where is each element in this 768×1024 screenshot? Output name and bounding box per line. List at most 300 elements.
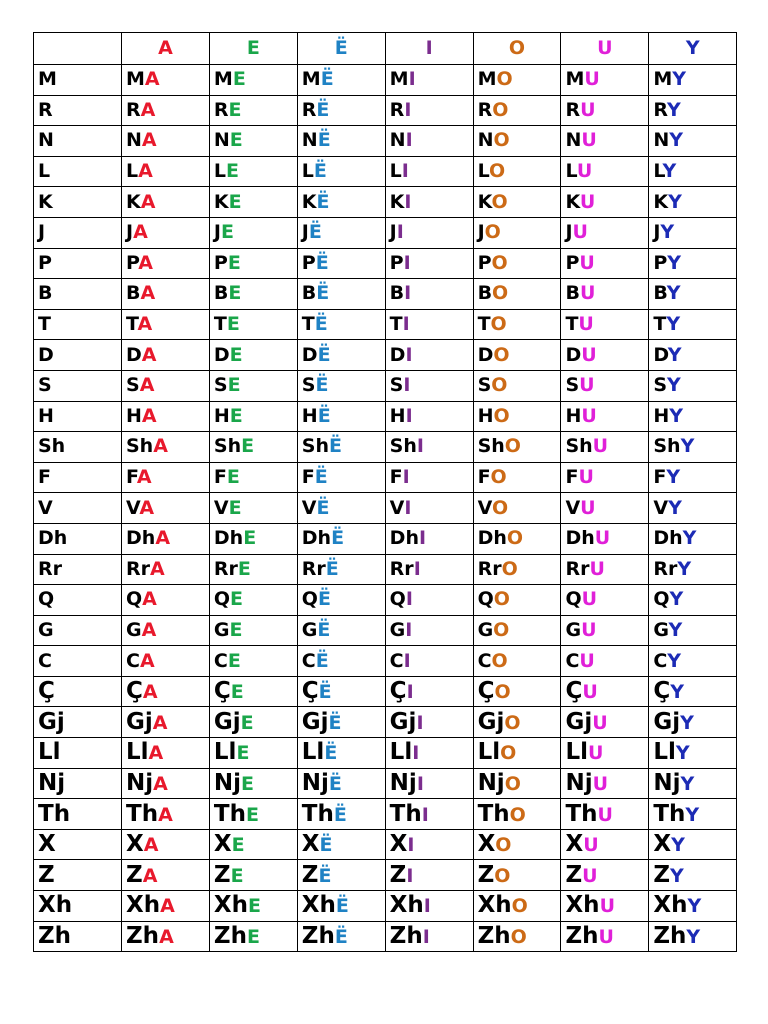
syllable-consonant: Sh xyxy=(477,435,505,458)
syllable-consonant: F xyxy=(565,466,579,489)
consonant-cell xyxy=(34,279,122,310)
syllable-cell xyxy=(122,585,210,616)
syllable-vowel: Ë xyxy=(317,129,331,152)
syllable-vowel: O xyxy=(504,711,521,734)
syllable-cell xyxy=(385,126,473,157)
vowel-letter: Y xyxy=(685,37,700,59)
consonant-letter: K xyxy=(38,190,53,213)
consonant-cell xyxy=(34,462,122,493)
syllable-cell xyxy=(385,860,473,891)
syllable-cell xyxy=(473,217,561,248)
syllable-consonant: Rr xyxy=(565,557,590,580)
syllable-consonant: S xyxy=(213,374,228,397)
syllable-consonant: Ll xyxy=(301,739,325,766)
syllable-consonant: P xyxy=(126,251,139,274)
consonant-row xyxy=(34,799,737,830)
syllable-cell xyxy=(297,340,385,371)
syllable-consonant: Xh xyxy=(213,892,248,919)
syllable-consonant: R xyxy=(477,98,493,121)
syllable-consonant: T xyxy=(477,313,491,336)
syllable-consonant: X xyxy=(477,831,496,858)
syllable-cell xyxy=(649,799,737,830)
syllable-cell xyxy=(385,799,473,830)
syllable-consonant: Q xyxy=(389,588,406,611)
syllable-vowel: A xyxy=(139,649,155,672)
syllable-cell xyxy=(209,707,297,738)
syllable-consonant: K xyxy=(565,190,580,213)
syllable-consonant: V xyxy=(389,496,405,519)
syllable-consonant: J xyxy=(301,221,309,244)
syllable-vowel: E xyxy=(231,834,245,857)
syllable-vowel: E xyxy=(220,221,234,244)
syllable-consonant: Sh xyxy=(653,435,681,458)
syllable-cell xyxy=(473,370,561,401)
syllable-consonant: Q xyxy=(565,588,582,611)
syllable-cell xyxy=(473,279,561,310)
syllable-vowel: E xyxy=(227,649,241,672)
syllable-vowel: Ë xyxy=(308,221,322,244)
vowel-header xyxy=(209,33,297,65)
vowel-letter: E xyxy=(246,37,260,59)
syllable-cell xyxy=(649,279,737,310)
syllable-consonant: V xyxy=(653,496,669,519)
syllable-consonant: Gj xyxy=(653,708,681,735)
syllable-consonant: G xyxy=(301,618,318,641)
syllable-cell xyxy=(649,95,737,126)
consonant-row xyxy=(34,65,737,96)
syllable-vowel: Ë xyxy=(324,742,338,765)
syllable-cell xyxy=(649,126,737,157)
syllable-vowel: Y xyxy=(677,557,692,580)
syllable-vowel: U xyxy=(580,98,596,121)
syllable-cell xyxy=(297,615,385,646)
syllable-consonant: M xyxy=(389,68,409,91)
syllable-cell xyxy=(385,768,473,799)
syllable-cell xyxy=(297,860,385,891)
syllable-cell xyxy=(649,187,737,218)
syllable-vowel: Ë xyxy=(319,834,333,857)
consonant-row xyxy=(34,707,737,738)
consonant-row xyxy=(34,156,737,187)
syllable-consonant: Ç xyxy=(565,678,583,705)
syllable-vowel: E xyxy=(228,282,242,305)
syllable-cell xyxy=(209,279,297,310)
syllable-cell xyxy=(385,65,473,96)
syllable-cell xyxy=(561,585,649,616)
syllable-vowel: O xyxy=(493,129,510,152)
syllable-cell xyxy=(297,370,385,401)
syllable-consonant: Dh xyxy=(653,527,683,550)
syllable-vowel: O xyxy=(493,404,510,427)
syllable-consonant: Gj xyxy=(565,708,593,735)
syllable-consonant: Th xyxy=(213,800,246,827)
syllable-cell xyxy=(385,248,473,279)
syllable-cell xyxy=(209,126,297,157)
syllable-consonant: Nj xyxy=(301,769,329,796)
syllable-consonant: M xyxy=(213,68,233,91)
syllable-vowel: O xyxy=(491,251,508,274)
consonant-cell xyxy=(34,217,122,248)
syllable-vowel: O xyxy=(511,895,528,918)
syllable-consonant: Th xyxy=(477,800,510,827)
syllable-cell xyxy=(649,738,737,769)
syllable-cell xyxy=(561,676,649,707)
syllable-vowel: I xyxy=(421,803,429,826)
consonant-cell xyxy=(34,585,122,616)
syllable-cell xyxy=(473,309,561,340)
syllable-vowel: U xyxy=(581,129,597,152)
syllable-cell xyxy=(649,65,737,96)
syllable-cell xyxy=(473,187,561,218)
syllable-consonant: C xyxy=(301,649,316,672)
consonant-letter: Q xyxy=(38,588,55,611)
consonant-row xyxy=(34,768,737,799)
syllable-vowel: I xyxy=(416,711,424,734)
syllable-vowel: U xyxy=(592,772,609,795)
syllable-vowel: I xyxy=(404,496,412,519)
syllable-cell xyxy=(473,401,561,432)
syllable-consonant: T xyxy=(301,313,315,336)
vowel-header xyxy=(473,33,561,65)
syllable-consonant: P xyxy=(477,251,492,274)
syllable-cell xyxy=(209,187,297,218)
syllable-cell xyxy=(122,65,210,96)
syllable-cell xyxy=(122,860,210,891)
syllable-vowel: Ë xyxy=(329,435,342,458)
consonant-row xyxy=(34,554,737,585)
syllable-vowel: U xyxy=(583,834,599,857)
syllable-vowel: Y xyxy=(668,190,682,213)
consonant-cell xyxy=(34,340,122,371)
consonant-cell xyxy=(34,738,122,769)
syllable-vowel: Y xyxy=(670,864,684,887)
consonant-cell xyxy=(34,921,122,952)
syllable-vowel: Ë xyxy=(314,313,328,336)
syllable-cell xyxy=(209,676,297,707)
consonant-row xyxy=(34,279,737,310)
consonant-letter: Zh xyxy=(38,922,72,949)
syllable-consonant: Ç xyxy=(653,678,671,705)
syllable-consonant: B xyxy=(565,282,580,305)
syllable-consonant: Rr xyxy=(389,557,414,580)
syllable-cell xyxy=(385,217,473,248)
syllable-consonant: M xyxy=(653,68,673,91)
syllable-vowel: I xyxy=(405,129,413,152)
syllable-vowel: A xyxy=(140,190,156,213)
syllable-cell xyxy=(385,676,473,707)
syllable-cell xyxy=(209,462,297,493)
syllable-cell xyxy=(209,340,297,371)
syllable-cell xyxy=(209,891,297,922)
syllable-consonant: Th xyxy=(389,800,422,827)
syllable-vowel: Ë xyxy=(315,374,329,397)
syllable-vowel: U xyxy=(582,864,598,887)
syllable-consonant: F xyxy=(389,466,403,489)
syllable-cell xyxy=(385,156,473,187)
syllable-cell xyxy=(473,585,561,616)
syllable-cell xyxy=(561,891,649,922)
syllable-vowel: Ë xyxy=(317,404,331,427)
syllable-consonant: P xyxy=(301,251,316,274)
syllable-vowel: U xyxy=(598,925,614,948)
syllable-consonant: Nj xyxy=(213,769,242,796)
vowel-letter: A xyxy=(158,37,173,59)
syllable-vowel: O xyxy=(492,282,509,305)
syllable-consonant: N xyxy=(477,129,494,152)
syllable-cell xyxy=(561,799,649,830)
syllable-consonant: J xyxy=(653,221,661,244)
syllable-cell xyxy=(649,921,737,952)
syllable-cell xyxy=(385,462,473,493)
syllable-vowel: A xyxy=(142,864,158,887)
syllable-consonant: B xyxy=(389,282,405,305)
consonant-row xyxy=(34,248,737,279)
syllable-consonant: J xyxy=(126,221,134,244)
syllable-vowel: O xyxy=(490,313,507,336)
syllable-consonant: Rr xyxy=(126,557,151,580)
consonant-cell xyxy=(34,370,122,401)
syllable-consonant: M xyxy=(126,68,145,91)
syllable-cell xyxy=(649,891,737,922)
consonant-letter: Th xyxy=(38,800,71,827)
consonant-row xyxy=(34,432,737,463)
syllable-consonant: H xyxy=(565,404,582,427)
syllable-vowel: Ë xyxy=(316,98,330,121)
syllable-consonant: Dh xyxy=(126,527,156,550)
syllable-cell xyxy=(385,646,473,677)
syllable-vowel: I xyxy=(403,649,411,672)
syllable-vowel: Y xyxy=(666,313,681,336)
vowel-header xyxy=(122,33,210,65)
syllable-vowel: E xyxy=(240,711,254,734)
consonant-row xyxy=(34,676,737,707)
syllable-consonant: P xyxy=(213,251,228,274)
syllable-vowel: E xyxy=(241,435,255,458)
syllable-vowel: U xyxy=(582,681,598,704)
consonant-letter: C xyxy=(38,649,52,672)
syllable-cell xyxy=(122,829,210,860)
syllable-cell xyxy=(561,248,649,279)
syllable-cell xyxy=(561,768,649,799)
syllable-consonant: J xyxy=(389,221,397,244)
syllable-vowel: O xyxy=(491,190,508,213)
syllable-cell xyxy=(649,615,737,646)
syllable-cell xyxy=(209,921,297,952)
syllable-consonant: Zh xyxy=(213,922,247,949)
syllable-cell xyxy=(385,921,473,952)
syllable-vowel: A xyxy=(142,588,157,611)
syllable-vowel: I xyxy=(402,313,410,336)
syllable-cell xyxy=(385,523,473,554)
syllable-cell xyxy=(561,615,649,646)
syllable-consonant: Gj xyxy=(301,708,329,735)
syllable-consonant: Rr xyxy=(301,557,326,580)
syllable-vowel: A xyxy=(152,711,168,734)
syllable-consonant: T xyxy=(653,313,667,336)
syllable-consonant: Th xyxy=(301,800,334,827)
consonant-cell xyxy=(34,707,122,738)
syllable-vowel: Ë xyxy=(325,557,339,580)
syllable-consonant: Xh xyxy=(565,892,600,919)
syllable-consonant: F xyxy=(301,466,315,489)
syllable-vowel: I xyxy=(413,557,421,580)
syllable-vowel: E xyxy=(248,895,261,918)
syllable-vowel: A xyxy=(159,925,174,948)
consonant-cell xyxy=(34,156,122,187)
syllable-consonant: Zh xyxy=(653,922,687,949)
syllable-consonant: D xyxy=(565,343,582,366)
syllable-consonant: G xyxy=(389,618,406,641)
syllable-consonant: K xyxy=(653,190,669,213)
syllable-consonant: B xyxy=(126,282,141,305)
consonant-letter: X xyxy=(38,831,56,858)
syllable-consonant: Sh xyxy=(301,435,329,458)
consonant-row xyxy=(34,187,737,218)
syllable-consonant: B xyxy=(653,282,667,305)
syllable-cell xyxy=(473,126,561,157)
syllable-cell xyxy=(473,738,561,769)
syllable-vowel: A xyxy=(148,742,164,765)
syllable-cell xyxy=(473,432,561,463)
syllable-cell xyxy=(649,401,737,432)
vowel-letter: U xyxy=(597,37,613,59)
syllable-vowel: Ë xyxy=(313,160,327,183)
syllable-cell xyxy=(122,340,210,371)
consonant-letter: Ç xyxy=(38,678,55,705)
syllable-cell xyxy=(385,615,473,646)
syllable-consonant: Ç xyxy=(126,678,143,705)
syllable-cell xyxy=(297,554,385,585)
syllable-consonant: Gj xyxy=(213,708,241,735)
syllable-vowel: O xyxy=(491,496,509,519)
syllable-cell xyxy=(122,738,210,769)
syllable-vowel: E xyxy=(243,527,257,550)
syllable-consonant: S xyxy=(653,374,668,397)
syllable-cell xyxy=(649,370,737,401)
syllable-consonant: J xyxy=(477,221,485,244)
syllable-consonant: Z xyxy=(213,861,231,888)
syllable-consonant: Z xyxy=(126,861,143,888)
syllable-consonant: Rr xyxy=(213,557,238,580)
syllable-vowel: U xyxy=(581,343,597,366)
syllable-consonant: N xyxy=(301,129,318,152)
syllable-consonant: T xyxy=(565,313,579,336)
syllable-cell xyxy=(209,646,297,677)
syllable-consonant: N xyxy=(126,129,142,152)
syllable-consonant: K xyxy=(126,190,141,213)
syllable-vowel: A xyxy=(158,803,173,826)
syllable-vowel: U xyxy=(599,895,615,918)
syllable-consonant: Dh xyxy=(565,527,595,550)
syllable-vowel: A xyxy=(144,68,160,91)
syllable-consonant: Gj xyxy=(389,708,417,735)
consonant-cell xyxy=(34,891,122,922)
consonant-row xyxy=(34,95,737,126)
consonant-row xyxy=(34,126,737,157)
syllable-consonant: R xyxy=(301,98,317,121)
syllable-consonant: S xyxy=(389,374,404,397)
syllable-vowel: A xyxy=(140,282,156,305)
syllable-consonant: C xyxy=(126,649,140,672)
syllable-cell xyxy=(649,156,737,187)
syllable-consonant: F xyxy=(213,466,227,489)
consonant-cell xyxy=(34,676,122,707)
syllable-cell xyxy=(209,217,297,248)
syllable-vowel: I xyxy=(404,98,412,121)
syllable-consonant: Rr xyxy=(477,557,502,580)
syllable-consonant: Sh xyxy=(126,435,154,458)
syllable-consonant: Z xyxy=(653,861,671,888)
syllable-vowel: O xyxy=(484,221,501,244)
syllable-cell xyxy=(561,707,649,738)
syllable-consonant: L xyxy=(213,160,226,183)
syllable-consonant: K xyxy=(213,190,229,213)
syllable-consonant: Xh xyxy=(389,892,424,919)
syllable-vowel: Ë xyxy=(328,711,342,734)
syllable-consonant: S xyxy=(301,374,316,397)
syllable-consonant: J xyxy=(565,221,573,244)
syllable-vowel: O xyxy=(489,160,506,183)
consonant-row xyxy=(34,860,737,891)
syllable-vowel: Y xyxy=(667,343,682,366)
syllable-vowel: I xyxy=(416,772,424,795)
syllable-vowel: Ë xyxy=(316,190,330,213)
syllable-cell xyxy=(385,187,473,218)
syllable-cell xyxy=(561,432,649,463)
consonant-cell xyxy=(34,95,122,126)
syllable-cell xyxy=(561,921,649,952)
syllable-vowel: A xyxy=(138,251,153,274)
syllable-vowel: I xyxy=(401,160,409,183)
syllable-vowel: O xyxy=(510,925,527,948)
syllable-cell xyxy=(122,554,210,585)
syllable-vowel: E xyxy=(232,68,246,91)
syllable-consonant: G xyxy=(126,618,142,641)
syllable-consonant: Ll xyxy=(213,739,237,766)
syllable-vowel: I xyxy=(422,925,430,948)
syllable-cell xyxy=(473,707,561,738)
syllable-vowel: U xyxy=(597,803,613,826)
syllable-vowel: U xyxy=(581,618,597,641)
syllable-cell xyxy=(649,523,737,554)
syllable-vowel: A xyxy=(141,404,157,427)
syllable-vowel: E xyxy=(226,313,240,336)
syllable-vowel: A xyxy=(141,343,157,366)
consonant-cell xyxy=(34,432,122,463)
syllable-vowel: O xyxy=(493,343,510,366)
syllable-cell xyxy=(297,217,385,248)
vowel-header xyxy=(385,33,473,65)
syllable-vowel: A xyxy=(136,466,152,489)
syllable-cell xyxy=(209,95,297,126)
syllable-cell xyxy=(122,126,210,157)
syllable-cell xyxy=(122,615,210,646)
syllable-cell xyxy=(122,707,210,738)
syllable-vowel: O xyxy=(494,681,511,704)
syllable-vowel: A xyxy=(160,895,175,918)
syllable-consonant: D xyxy=(389,343,406,366)
syllable-vowel: U xyxy=(579,251,595,274)
syllable-consonant: X xyxy=(126,831,144,858)
syllable-vowel: Y xyxy=(666,98,681,121)
syllable-vowel: U xyxy=(584,68,600,91)
syllable-consonant: Gj xyxy=(126,708,153,735)
syllable-cell xyxy=(561,523,649,554)
syllable-consonant: Ll xyxy=(477,739,501,766)
syllable-consonant: Nj xyxy=(477,769,505,796)
syllable-cell xyxy=(649,493,737,524)
syllable-cell xyxy=(385,95,473,126)
